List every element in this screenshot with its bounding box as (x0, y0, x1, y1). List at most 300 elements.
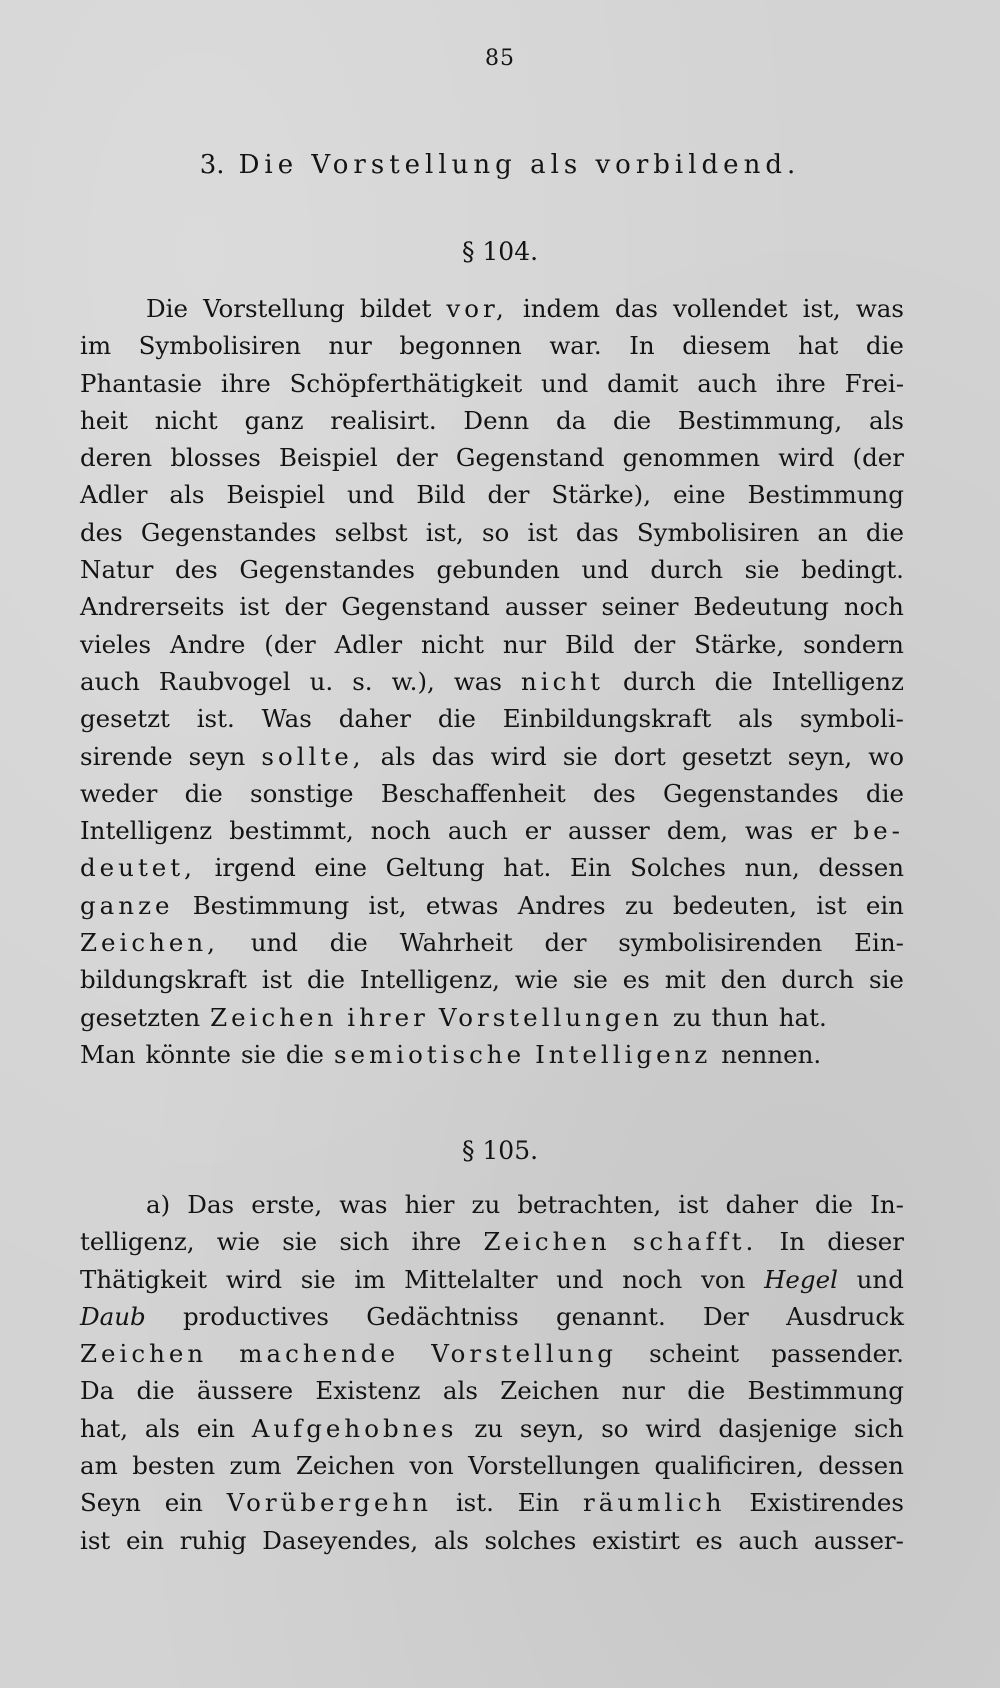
word: räumlich (583, 1488, 726, 1518)
word: ist, (425, 517, 464, 547)
word: die (714, 666, 753, 696)
word: Was (261, 704, 312, 734)
word: seyn, (519, 1413, 585, 1443)
word: es (622, 965, 650, 995)
word: ihrer (347, 1002, 429, 1032)
word: Der (703, 1301, 749, 1331)
text-line (80, 551, 904, 588)
word: ihre (411, 1227, 462, 1257)
word: Das (187, 1190, 235, 1219)
word: Vorstellung (203, 294, 345, 323)
word: Gegenstandes (239, 555, 415, 585)
word: ein (196, 1413, 235, 1443)
word: sie (744, 555, 780, 585)
word: Vorstellungen (468, 1451, 641, 1481)
word: sich (339, 1227, 390, 1257)
word: Intelligenz (771, 666, 904, 696)
word: die (329, 928, 368, 958)
word: erste, (251, 1190, 323, 1219)
word: äussere (196, 1376, 294, 1406)
word: ganze (80, 890, 174, 920)
word: er (810, 816, 837, 846)
word: (der (264, 629, 316, 659)
word: sie (562, 741, 598, 771)
word: Natur (80, 555, 154, 585)
word: dem, (666, 816, 729, 846)
word: sonstige (250, 778, 354, 808)
paragraph-105-text (80, 1186, 904, 1559)
word: (der (852, 443, 904, 473)
word: Ein- (854, 928, 904, 958)
word: indem (522, 294, 600, 323)
word: deren (80, 443, 153, 473)
word: der (544, 928, 587, 958)
word: auch (738, 1525, 799, 1555)
word: Frei- (844, 368, 904, 398)
word: des (174, 555, 218, 585)
word: telligenz, (80, 1227, 195, 1257)
word: passender. (771, 1339, 904, 1369)
word: sie (282, 1227, 318, 1257)
word: was (855, 294, 904, 323)
word: wie (514, 965, 559, 995)
word: die (285, 1039, 324, 1069)
word: zu (672, 1002, 702, 1032)
word: deutet, (80, 853, 196, 883)
word: durch (650, 555, 724, 585)
word: Zeichen (500, 1376, 600, 1406)
text-line (80, 849, 904, 886)
section-title-text: Die Vorstellung als vorbildend. (238, 150, 801, 180)
word: Mittelalter (404, 1264, 538, 1294)
text-line (80, 588, 904, 625)
word: diesem (682, 331, 771, 361)
paragraph-104-text (80, 290, 904, 1073)
word: besten (132, 1451, 216, 1481)
word: hat, (80, 1413, 129, 1443)
word: des (592, 778, 636, 808)
word: Adler (334, 629, 403, 659)
word: hat. (503, 853, 552, 883)
word: Andre (170, 629, 246, 659)
word: als (442, 1376, 478, 1406)
text-line (80, 1186, 904, 1223)
word: schafft. (632, 1227, 758, 1257)
word: die (865, 331, 904, 361)
word: wie (216, 1227, 261, 1257)
word: die (687, 1376, 726, 1406)
word: gebunden (436, 555, 560, 585)
word: seyn (188, 741, 246, 771)
word: die (613, 405, 652, 435)
word: ganz (244, 405, 304, 435)
word: und (856, 1264, 904, 1294)
word: ein (865, 890, 904, 920)
word: selbst (334, 517, 408, 547)
text-line (80, 1410, 904, 1447)
word: In- (870, 1190, 904, 1219)
word: sie (240, 1039, 276, 1069)
text-line (80, 775, 904, 812)
word: so (601, 1413, 629, 1443)
word: noch (622, 1264, 683, 1294)
word: der (284, 592, 327, 622)
word: sich (854, 1413, 904, 1443)
word: In (779, 1227, 805, 1257)
word: zu (624, 890, 654, 920)
word: und (250, 928, 298, 958)
word: wird (490, 741, 547, 771)
word: Stärke), (551, 480, 651, 510)
word: Die (146, 294, 188, 323)
word: was (453, 666, 502, 696)
word: Bestimmung (192, 890, 350, 920)
word: die (306, 965, 346, 995)
word: der (633, 629, 676, 659)
word: Symbolisiren (138, 331, 301, 361)
word: des (80, 517, 123, 547)
word: dort (613, 741, 666, 771)
word: Da (80, 1376, 115, 1406)
word: Bild (416, 480, 466, 510)
word: seiner (601, 592, 679, 622)
word: w.), (391, 666, 435, 696)
word: Gegenstandes (663, 778, 839, 808)
word: betrachten, (517, 1190, 662, 1219)
word: Daub (80, 1301, 146, 1331)
word: qualificiren, (654, 1451, 804, 1481)
word: vieles (80, 629, 152, 659)
word: Ausdruck (786, 1301, 904, 1331)
word: solches (484, 1525, 577, 1555)
word: ist, (802, 294, 841, 323)
word: von (700, 1264, 746, 1294)
word: und (581, 555, 629, 585)
word: symboli- (799, 704, 904, 734)
word: Man (80, 1039, 136, 1069)
word: sie (300, 1264, 336, 1294)
word: heit (80, 405, 128, 435)
word: er (524, 816, 551, 846)
word: hier (404, 1190, 455, 1219)
text-line (80, 1447, 904, 1484)
word: so (481, 517, 510, 547)
text-line (80, 327, 904, 364)
word: Symbolisiren (636, 517, 800, 547)
word: Solches (630, 853, 727, 883)
section-heading (0, 150, 1000, 180)
word: dieser (827, 1227, 904, 1257)
word: Zeichen (80, 1339, 208, 1369)
word: Adler (80, 480, 148, 510)
word: Ein (517, 1488, 560, 1518)
text-line (80, 738, 904, 775)
paragraph-heading-105: § 105. (461, 1136, 539, 1165)
word: Gegenstandes (140, 517, 317, 547)
word: durch (781, 965, 855, 995)
word: ihre (775, 368, 826, 398)
word: auch (447, 816, 508, 846)
text-line (80, 1484, 904, 1521)
word: Bestimmung, (677, 405, 843, 435)
word: existirt (591, 1525, 680, 1555)
word: Existirendes (749, 1488, 904, 1518)
word: Bild (565, 629, 615, 659)
word: dessen (818, 853, 904, 883)
word: die (865, 517, 904, 547)
text-line (80, 476, 904, 513)
word: nur (328, 331, 372, 361)
word: ein (164, 1488, 203, 1518)
word: ist (816, 890, 847, 920)
word: Vorübergehn (226, 1488, 433, 1518)
word: Hegel (764, 1264, 838, 1294)
word: von (409, 1451, 454, 1481)
word: zu (474, 1413, 504, 1443)
word: was (745, 816, 794, 846)
text-line (80, 1261, 904, 1298)
word: Beispiel (278, 443, 378, 473)
page-number: 85 (485, 46, 515, 71)
word: Andrerseits (80, 592, 225, 622)
word: und (541, 368, 589, 398)
word: nicht (520, 666, 604, 696)
word: irgend (214, 853, 296, 883)
word: noch (843, 592, 904, 622)
word: mit (664, 965, 706, 995)
word: gesetzten (80, 1002, 201, 1032)
word: Zeichen, (80, 928, 219, 958)
word: Intelligenz (80, 816, 213, 846)
word: und (556, 1264, 604, 1294)
word: bildungskraft (80, 965, 247, 995)
word: im (354, 1264, 386, 1294)
word: Phantasie (80, 368, 203, 398)
word: ist. (196, 704, 235, 734)
word: könnte (145, 1039, 231, 1069)
word: daher (338, 704, 411, 734)
word: vollendet (673, 294, 788, 323)
word: Thätigkeit (80, 1264, 208, 1294)
word: die (815, 1190, 854, 1219)
word: als (738, 704, 774, 734)
word: wird (225, 1264, 283, 1294)
word: die (184, 778, 223, 808)
word: die (865, 778, 904, 808)
word: zu (471, 1190, 501, 1219)
word: s. (352, 666, 373, 696)
word: dessen (818, 1451, 904, 1481)
word: das (615, 294, 658, 323)
word: ihre (220, 368, 271, 398)
word: Gedächtniss (366, 1301, 519, 1331)
text-line (80, 439, 904, 476)
word: das (575, 517, 619, 547)
word: Andres (517, 890, 606, 920)
word: ausser- (813, 1525, 904, 1555)
word: durch (622, 666, 696, 696)
text-line (80, 961, 904, 998)
word: nun, (744, 853, 800, 883)
word: als (433, 1525, 469, 1555)
word: nicht (420, 629, 484, 659)
word: Geltung (385, 853, 485, 883)
word: sollte, (261, 741, 365, 771)
word: das (431, 741, 475, 771)
text-line (80, 812, 904, 849)
word: blosses (170, 443, 261, 473)
word: In (629, 331, 655, 361)
word: die (136, 1376, 175, 1406)
word: sirende (80, 741, 173, 771)
word: Einbildungskraft (502, 704, 712, 734)
text-line (80, 1372, 904, 1409)
word: wo (868, 741, 904, 771)
word: nur (621, 1376, 665, 1406)
word: eine (672, 480, 726, 510)
word: der (395, 443, 438, 473)
word: sondern (803, 629, 904, 659)
word: nennen. (721, 1039, 822, 1069)
word: gesetzt (681, 741, 772, 771)
text-line (80, 626, 904, 663)
word: bildet (359, 294, 432, 323)
word: ist. (455, 1488, 494, 1518)
word: da (555, 405, 587, 435)
word: bedeuten, (672, 890, 797, 920)
word: Intelligenz, (359, 965, 500, 995)
text-line (80, 924, 904, 961)
word: ist (261, 965, 293, 995)
word: war. (549, 331, 602, 361)
word: symbolisirenden (618, 928, 823, 958)
word: eine (314, 853, 368, 883)
word: Stärke, (694, 629, 785, 659)
word: Zeichen (295, 1451, 395, 1481)
word: daher (725, 1190, 798, 1219)
word: a) (146, 1190, 171, 1219)
word: wird (778, 443, 835, 473)
word: vor, (446, 294, 508, 323)
word: gesetzt (80, 704, 170, 734)
word: als (144, 1413, 180, 1443)
word: Gegenstand (455, 443, 605, 473)
word: ausser (504, 592, 587, 622)
text-line (80, 290, 904, 327)
text-line (80, 365, 904, 402)
word: weder (80, 778, 158, 808)
word: Zeichen (483, 1227, 611, 1257)
word: Vorstellungen (438, 1002, 663, 1032)
word: bedingt. (801, 555, 904, 585)
word: genommen (622, 443, 761, 473)
word: ist (80, 1525, 111, 1555)
section-number: 3. (199, 150, 225, 180)
word: damit (607, 368, 679, 398)
text-line (80, 402, 904, 439)
word: Bedeutung (693, 592, 829, 622)
word: ausser (568, 816, 650, 846)
word: begonnen (399, 331, 522, 361)
word: Schöpferthätigkeit (289, 368, 523, 398)
text-line (80, 1522, 904, 1559)
word: ist (678, 1190, 709, 1219)
word: Beschaffenheit (380, 778, 566, 808)
word: nur (502, 629, 547, 659)
text-line (80, 1036, 904, 1073)
word: hat. (778, 1002, 827, 1032)
word: Bestimmung (747, 1376, 904, 1406)
word: ruhig (179, 1525, 247, 1555)
word: den (720, 965, 767, 995)
text-line (80, 1223, 904, 1260)
text-line (80, 1298, 904, 1335)
word: sie (572, 965, 608, 995)
word: als (380, 741, 416, 771)
word: an (817, 517, 848, 547)
word: Wahrheit (399, 928, 513, 958)
text-line (80, 999, 904, 1036)
word: ist (239, 592, 270, 622)
word: scheint (649, 1339, 740, 1369)
word: der (487, 480, 530, 510)
text-line (80, 1335, 904, 1372)
word: ist, (368, 890, 407, 920)
word: sie (869, 965, 904, 995)
word: Vorstellung (431, 1339, 617, 1369)
word: Beispiel (226, 480, 326, 510)
word: Ein (569, 853, 612, 883)
word: Intelligenz (535, 1039, 712, 1069)
word: semiotische (333, 1039, 526, 1069)
word: dasjenige (718, 1413, 838, 1443)
word: wird (645, 1413, 702, 1443)
word: noch (370, 816, 431, 846)
word: Bestimmung (747, 480, 904, 510)
word: ist (527, 517, 558, 547)
word: be- (853, 816, 904, 846)
word: als (169, 480, 205, 510)
word: die (437, 704, 476, 734)
word: ein (125, 1525, 165, 1555)
text-line (80, 514, 904, 551)
text-line (80, 887, 904, 924)
word: was (339, 1190, 388, 1219)
word: nicht (154, 405, 218, 435)
word: als (868, 405, 904, 435)
word: es (695, 1525, 723, 1555)
word: Existenz (315, 1376, 421, 1406)
word: auch (80, 666, 140, 696)
word: genannt. (555, 1301, 666, 1331)
word: Gegenstand (341, 592, 490, 622)
word: u. (309, 666, 334, 696)
word: thun (711, 1002, 769, 1032)
word: Denn (463, 405, 530, 435)
word: bestimmt, (229, 816, 354, 846)
word: Seyn (80, 1488, 141, 1518)
word: hat (798, 331, 839, 361)
text-line (80, 663, 904, 700)
word: productives (183, 1301, 329, 1331)
word: etwas (425, 890, 499, 920)
word: auch (697, 368, 758, 398)
text-line (80, 700, 904, 737)
word: Raubvogel (158, 666, 291, 696)
word: Zeichen (210, 1002, 338, 1032)
word: im (80, 331, 112, 361)
word: Daseyendes, (262, 1525, 419, 1555)
